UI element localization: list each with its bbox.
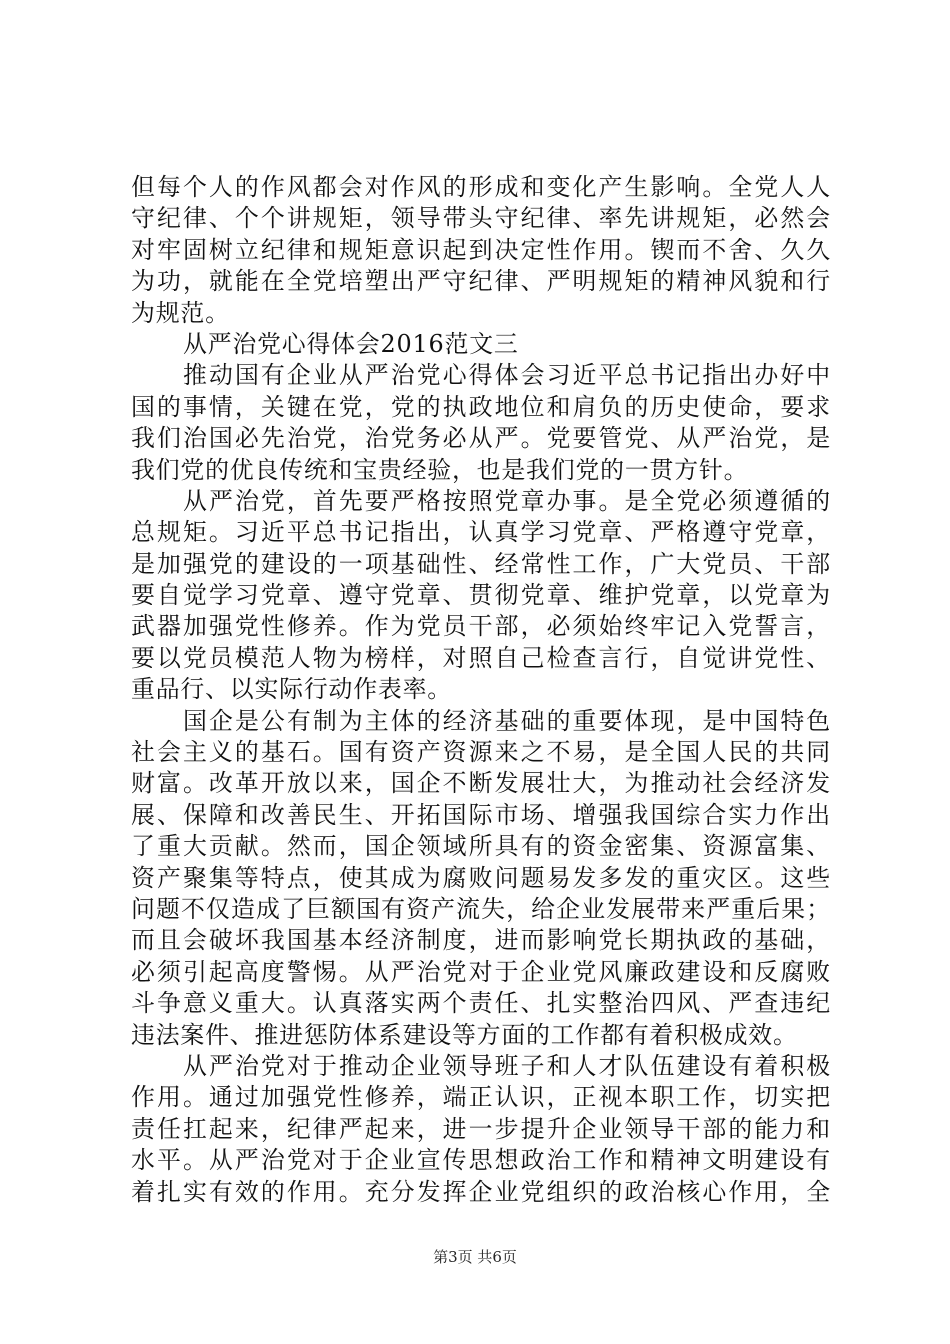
text-line: 从严治党，首先要严格按照党章办事。是全党必须遵循的: [183, 486, 831, 515]
text-line: 资产聚集等特点，使其成为腐败问题易发多发的重灾区。这些: [131, 863, 831, 892]
text-line: 作用。通过加强党性修养，端正认识，正视本职工作，切实把: [131, 1083, 831, 1112]
text-line: 重品行、以实际行动作表率。: [131, 675, 452, 704]
text-line: 总规矩。习近平总书记指出，认真学习党章、严格遵守党章，: [131, 518, 831, 547]
text-line: 斗争意义重大。认真落实两个责任、扎实整治四风、严查违纪: [131, 989, 831, 1018]
text-line: 着扎实有效的作用。充分发挥企业党组织的政治核心作用，全: [131, 1177, 831, 1206]
text-line: 要以党员模范人物为榜样，对照自己检查言行，自觉讲党性、: [131, 643, 831, 672]
text-line: 违法案件、推进惩防体系建设等方面的工作都有着积极成效。: [131, 1020, 798, 1049]
text-line: 我们党的优良传统和宝贵经验，也是我们党的一贯方针。: [131, 455, 749, 484]
text-line: 要自觉学习党章、遵守党章、贯彻党章、维护党章，以党章为: [131, 581, 831, 610]
text-line: 责任扛起来，纪律严起来，进一步提升企业领导干部的能力和: [131, 1114, 831, 1143]
text-line: 守纪律、个个讲规矩，领导带头守纪律、率先讲规矩，必然会: [131, 204, 831, 233]
text-line: 是加强党的建设的一项基础性、经常性工作，广大党员、干部: [131, 549, 831, 578]
text-line: 社会主义的基石。国有资产资源来之不易，是全国人民的共同: [131, 738, 831, 767]
page-footer: 第3页 共6页: [433, 1248, 517, 1266]
text-line: 推动国有企业从严治党心得体会习近平总书记指出办好中: [183, 361, 831, 390]
text-line: 对牢固树立纪律和规矩意识起到决定性作用。锲而不舍、久久: [131, 235, 831, 264]
text-line: 为规范。: [131, 298, 230, 327]
text-line: 展、保障和改善民生、开拓国际市场、增强我国综合实力作出: [131, 800, 831, 829]
text-line: 问题不仅造成了巨额国有资产流失，给企业发展带来严重后果；: [131, 894, 831, 923]
text-line: 为功，就能在全党培塑出严守纪律、严明规矩的精神风貌和行: [131, 267, 831, 296]
text-line: 而且会破坏我国基本经济制度，进而影响党长期执政的基础，: [131, 926, 831, 955]
text-line: 我们治国必先治党，治党务必从严。党要管党、从严治党，是: [131, 424, 831, 453]
text-line: 国企是公有制为主体的经济基础的重要体现，是中国特色: [183, 706, 831, 735]
text-line: 必须引起高度警惕。从严治党对于企业党风廉政建设和反腐败: [131, 957, 831, 986]
text-line: 水平。从严治党对于企业宣传思想政治工作和精神文明建设有: [131, 1146, 831, 1175]
text-line: 但每个人的作风都会对作风的形成和变化产生影响。全党人人: [131, 173, 831, 201]
text-line: 国的事情，关键在党，党的执政地位和肩负的历史使命，要求: [131, 392, 831, 421]
text-line: 了重大贡献。然而，国企领域所具有的资金密集、资源富集、: [131, 832, 831, 861]
text-line: 财富。改革开放以来，国企不断发展壮大，为推动社会经济发: [131, 769, 831, 798]
document-body: [131, 172, 831, 1208]
text-line: 武器加强党性修养。作为党员干部，必须始终牢记入党誓言，: [131, 612, 831, 641]
text-line: 从严治党对于推动企业领导班子和人才队伍建设有着积极: [183, 1051, 831, 1080]
text-line: 从严治党心得体会2016范文三: [183, 329, 519, 358]
